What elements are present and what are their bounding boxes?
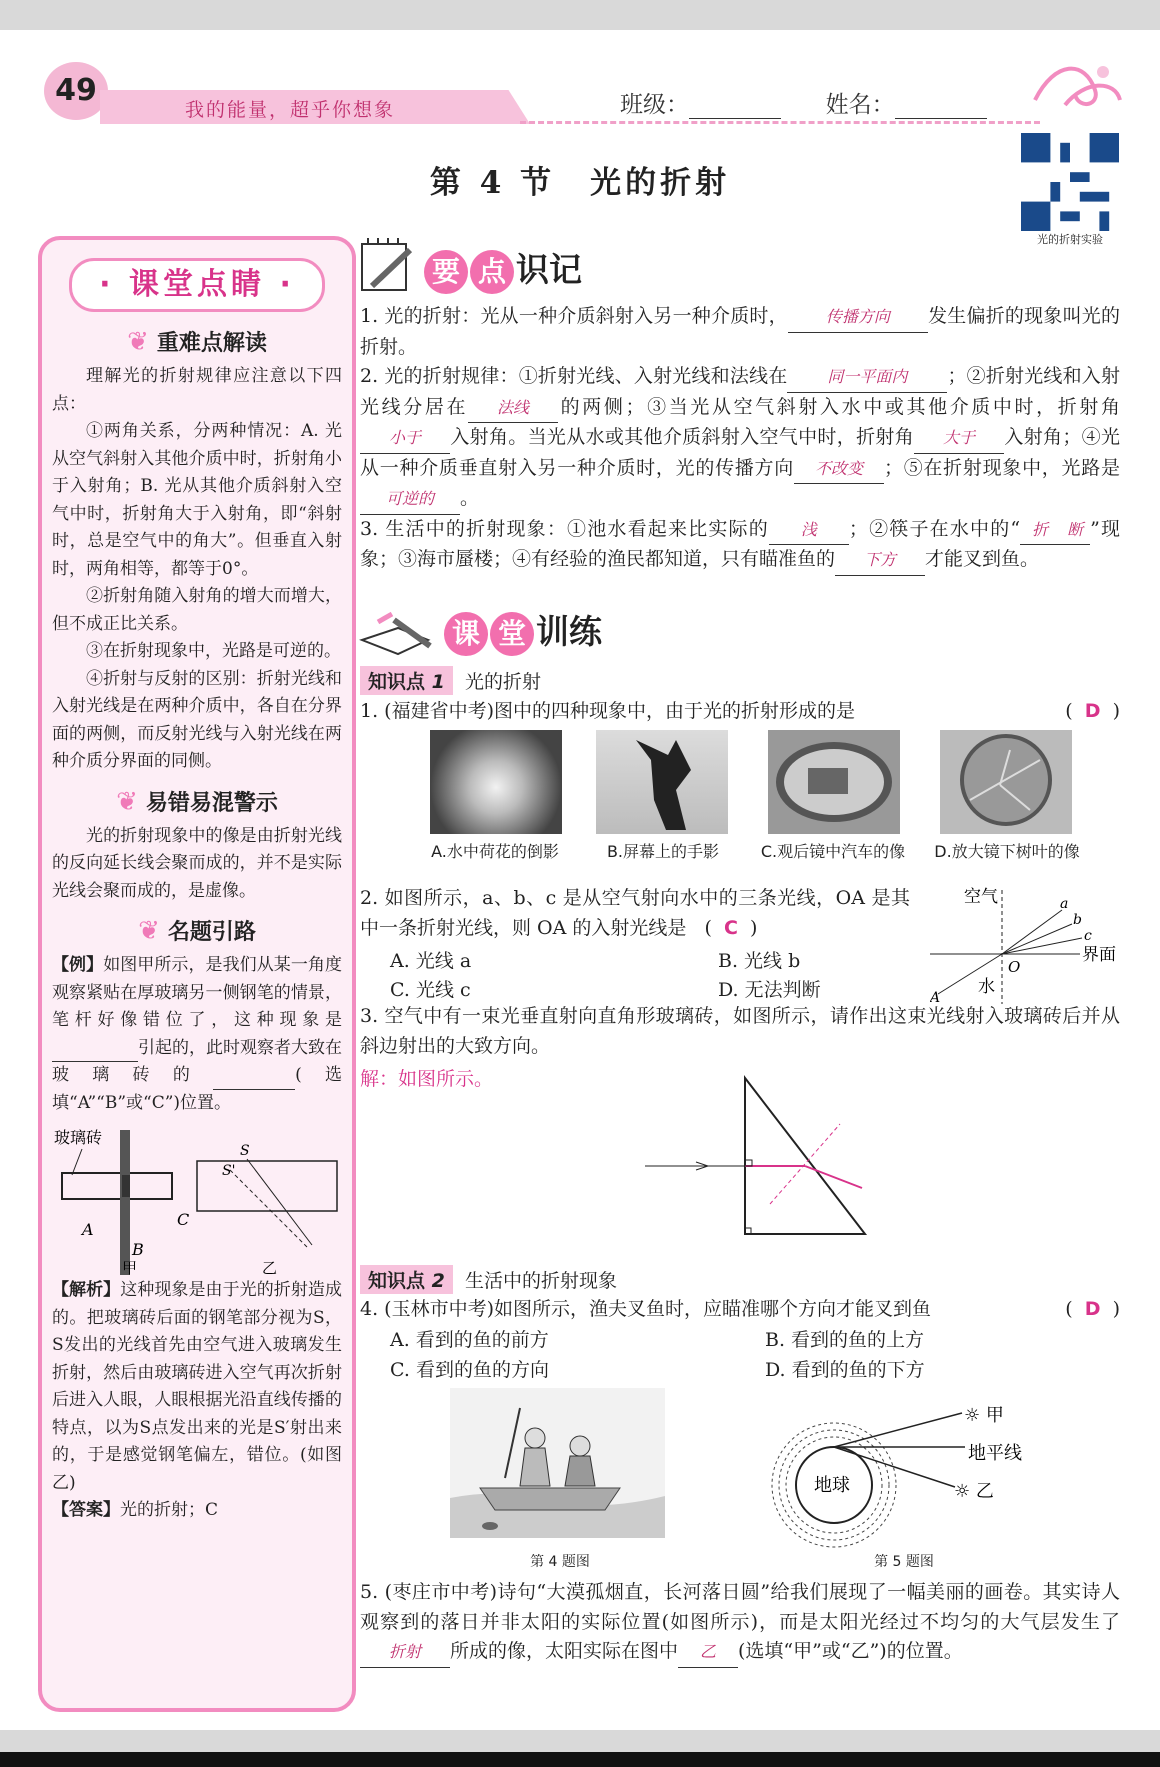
knowledge-point-2: 知识点 2 生活中的折射现象 xyxy=(360,1265,617,1294)
lotus-photo xyxy=(430,730,562,834)
book-pencil-icon xyxy=(358,610,438,660)
svg-text:c: c xyxy=(1084,928,1092,944)
q4-option-a[interactable]: A. 看到的鱼的前方 xyxy=(390,1329,549,1351)
section-heading: ❦ 重难点解读 xyxy=(127,327,267,357)
earth-horizon-diagram xyxy=(770,1405,1040,1555)
example-figure xyxy=(52,1125,342,1275)
paragraph: ②折射角随入射角的增大而增大，但不成正比关系。 xyxy=(52,586,342,634)
magnifier-leaf-photo xyxy=(940,730,1072,834)
fig4-caption: 第 4 题图 xyxy=(530,1554,590,1570)
svg-text:B: B xyxy=(132,1240,144,1259)
svg-text:A: A xyxy=(82,1220,94,1239)
key-point-3: 3. 生活中的折射现象：①池水看起来比实际的 浅 ；②筷子在水中的“ 折 断 ”现象；③海市蜃楼；④有经验的渔民都知道，只有瞄准鱼的 下方 才能叉到鱼。 xyxy=(360,515,1120,576)
hand-shadow-photo xyxy=(596,730,728,834)
analysis-text: 【解析】这种现象是由于光的折射造成的。把玻璃砖后面的钢笔部分视为S，S发出的光线首先由空气进入玻璃发生折射，然后由玻璃砖进入空气再次折射后进入人眼，人眼根据光沿直线传播的特点，以为S点发出来的光是S′射出来的，于是感觉钢笔偏左，错位。(如图乙) xyxy=(52,1280,342,1493)
answer-blank xyxy=(52,1043,138,1062)
svg-text:C: C xyxy=(177,1210,190,1229)
answer-blank xyxy=(213,1071,295,1090)
paragraph: ③在折射现象中，光路是可逆的。 xyxy=(86,641,341,661)
page-title: 第 4 节 光的折射 xyxy=(429,165,731,201)
question-4: 4. (玉林市中考)如图所示，渔夫叉鱼时，应瞄准哪个方向才能叉到鱼 ( D ) xyxy=(360,1298,1120,1320)
q3-prism-diagram xyxy=(640,1074,870,1239)
key-point-1: 1. 光的折射：光从一种介质斜射入另一种介质时， 传播方向 发生偏折的现象叫光的折射。 xyxy=(360,302,1120,362)
key-point-2: 2. 光的折射规律：①折射光线、入射光线和法线在 同一平面内 ；②折射光线和入射光线分居在 法线 的两侧；③当光从空气斜射入水中或其他介质中时，折射角小于 入射角。当光从水或其他介质斜射入空气中时，折射角 大于 入射角；④光从一种介质垂直射入另一种介质时，光的传播方向 不改变 ；⑤在折射现象中，光路是可逆的 。 xyxy=(360,362,1120,515)
key-points-block xyxy=(360,302,1120,576)
rearview-mirror-photo xyxy=(768,730,900,834)
q2-option-b[interactable]: B. 光线 b xyxy=(718,950,801,972)
qr-code-icon[interactable] xyxy=(1021,133,1119,231)
q2-option-a[interactable]: A. 光线 a xyxy=(390,950,472,972)
svg-text:S: S xyxy=(240,1143,250,1159)
svg-text:O: O xyxy=(1008,958,1021,976)
paragraph: ④折射与反射的区别：折射光线和入射光线是在两种介质中，各自在分界面的两侧，而反射光线与入射光线在两种介质分界面的同侧。 xyxy=(52,668,342,771)
question-3: 3. 空气中有一束光垂直射向直角形玻璃砖，如图所示，请作出这束光线射入玻璃砖后并从斜边射出的大致方向。 解：如图所示。 xyxy=(360,1002,1120,1095)
q1-caption-a: A.水中荷花的倒影 xyxy=(431,842,559,861)
butterfly-icon: ❦ xyxy=(127,327,149,357)
fishing-illustration xyxy=(450,1388,665,1538)
fig-label-glass: 玻璃砖 xyxy=(54,1128,103,1147)
paragraph: ①两角关系，分两种情况：A. 光从空气斜射入其他介质中时，折射角小于入射角；B. 光从其他介质斜射入空气中时，折射角大于入射角，即“斜射时，总是空气中的角大”。但垂直入射时，两角相等，都等于0°。 xyxy=(52,421,342,579)
q4-answer: D xyxy=(1084,1298,1101,1320)
sidebar xyxy=(38,236,356,1712)
svg-text:a: a xyxy=(1060,896,1069,912)
notebook-pencil-icon xyxy=(358,236,416,296)
question-2: 2. 如图所示，a、b、c 是从空气射向水中的三条光线，OA 是其中一条折射光线，则 OA 的入射光线是 ( C ) xyxy=(360,887,910,939)
paragraph: 理解光的折射规律应注意以下四点： xyxy=(52,366,342,414)
q4-option-d[interactable]: D. 看到的鱼的下方 xyxy=(765,1359,925,1381)
question-5: 5. (枣庄市中考)诗句“大漠孤烟直，长河落日圆”给我们展现了一幅美丽的画卷。其实诗人观察到的落日并非太阳的实际位置(如图所示)，而是太阳光经过不均匀的大气层发生了折射 所成的像，太阳实际在图中 乙 (选填“甲”或“乙”)的位置。 xyxy=(360,1578,1120,1668)
qr-caption: 光的折射实验 xyxy=(1037,233,1103,246)
section-heading: ❦ 名题引路 xyxy=(138,916,256,946)
class-name-fields xyxy=(620,86,987,119)
q1-answer: D xyxy=(1084,700,1101,722)
bottom-edge xyxy=(0,1752,1160,1767)
fig5-caption: 第 5 题图 xyxy=(874,1554,934,1570)
sidebar-title: · 课堂点睛 · xyxy=(69,258,325,312)
svg-text:S': S' xyxy=(222,1163,236,1179)
top-bar xyxy=(0,0,1160,30)
answer-text: 【答案】光的折射；C xyxy=(52,1500,219,1520)
q2-option-c[interactable]: C. 光线 c xyxy=(390,979,471,1001)
svg-text:b: b xyxy=(1073,912,1082,928)
svg-text:水: 水 xyxy=(978,977,995,997)
butterfly-icon: ❦ xyxy=(138,916,160,946)
flourish-ornament xyxy=(1025,50,1125,120)
svg-text:甲: 甲 xyxy=(122,1259,138,1275)
class-label: 班级： xyxy=(620,92,689,118)
q2-option-d[interactable]: D. 无法判断 xyxy=(718,979,821,1001)
q2-answer: C xyxy=(724,916,738,939)
page-number: 49 xyxy=(44,62,108,120)
q1-caption-d: D.放大镜下树叶的像 xyxy=(934,842,1080,861)
q2-refraction-diagram xyxy=(930,886,1125,1006)
example-text: 【例】如图甲所示，是我们从某一角度观察紧贴在厚玻璃另一侧钢笔的情景，笔杆好像错位了，这种现象是引起的，此时观察者大致在玻璃砖的 (选填“A”“B”或“C”)位置。 xyxy=(52,955,342,1113)
q1-caption-b: B.屏幕上的手影 xyxy=(606,842,720,861)
svg-text:空气: 空气 xyxy=(964,887,998,907)
butterfly-icon: ❦ xyxy=(116,786,138,817)
q1-caption-c: C.观后镜中汽车的像 xyxy=(760,842,906,861)
q4-option-b[interactable]: B. 看到的鱼的上方 xyxy=(765,1329,925,1351)
name-label: 姓名： xyxy=(825,92,895,118)
paragraph: 光的折射现象中的像是由折射光线的反向延长线会聚而成的，并不是实际光线会聚而成的，是虚像。 xyxy=(52,825,342,901)
svg-text:地球: 地球 xyxy=(814,1475,850,1496)
header-dash xyxy=(520,121,1040,124)
q4-option-c[interactable]: C. 看到的鱼的方向 xyxy=(390,1359,549,1381)
slogan: 我的能量，超乎你想象 xyxy=(185,99,396,121)
name-blank xyxy=(895,98,987,119)
q3-solution: 解：如图所示。 xyxy=(360,1068,494,1090)
svg-text:地平线: 地平线 xyxy=(968,1443,1022,1464)
section-heading-key-points: 要 点 识记 xyxy=(424,244,582,294)
svg-text:A: A xyxy=(930,990,941,1006)
svg-text:乙: 乙 xyxy=(262,1259,278,1275)
section-heading: ❦ 易错易混警示 xyxy=(116,786,278,817)
question-1: 1. (福建省中考)图中的四种现象中，由于光的折射形成的是 ( D ) xyxy=(360,700,1120,722)
svg-text:☼ 甲: ☼ 甲 xyxy=(964,1405,1004,1426)
svg-text:☼ 乙: ☼ 乙 xyxy=(954,1481,994,1502)
svg-text:界面: 界面 xyxy=(1082,945,1116,965)
knowledge-point-1: 知识点 1 光的折射 xyxy=(360,666,541,695)
section-heading-practice: 课 堂 训练 xyxy=(444,606,602,656)
class-blank xyxy=(689,98,781,119)
